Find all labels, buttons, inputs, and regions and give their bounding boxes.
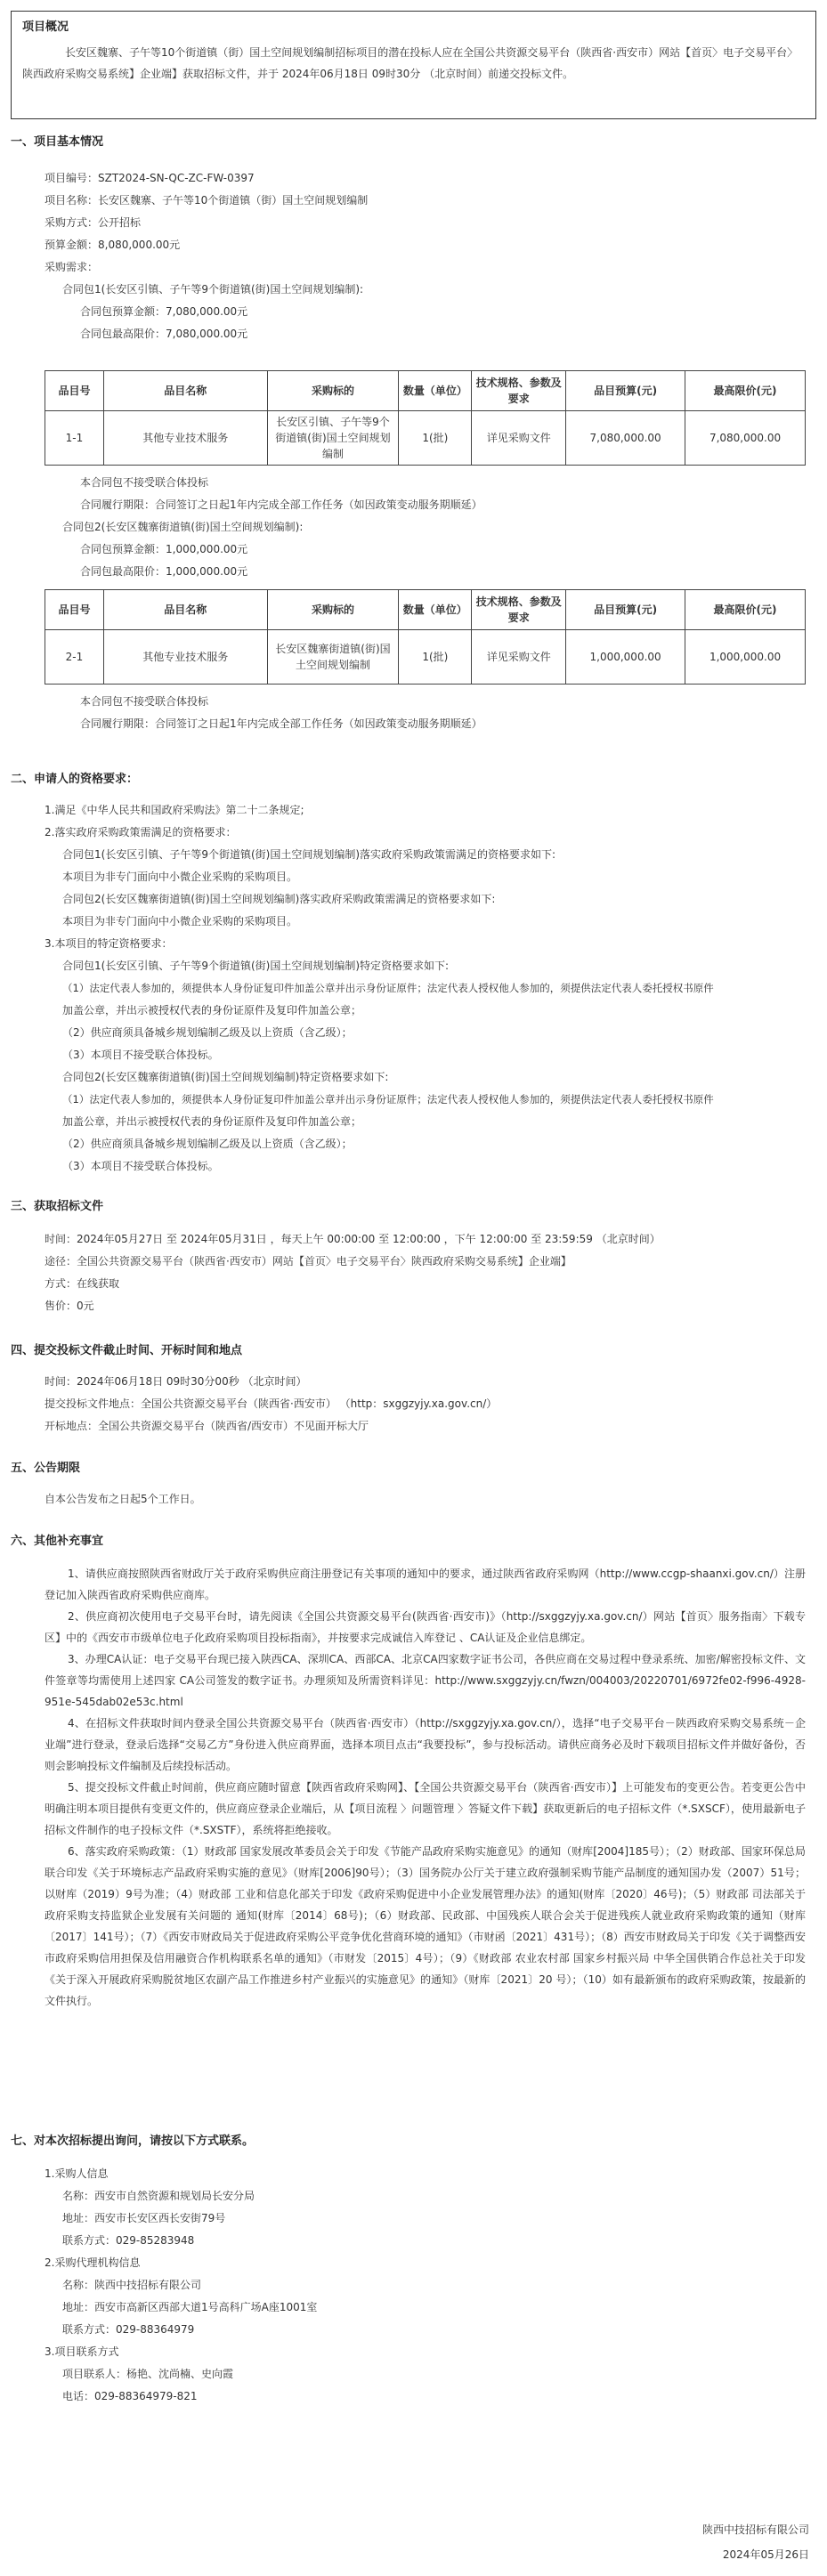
th-item-name: 品目名称: [103, 371, 267, 411]
section-title: 二、申请人的资格要求：: [11, 773, 139, 786]
th-item-no: 品目号: [45, 590, 104, 630]
qual-line: 本项目为非专门面向中小微企业采购的采购项目。: [62, 915, 298, 928]
notice-period-lines: [11, 1488, 816, 1511]
package1-no-union: 本合同包不接受联合体投标: [80, 476, 209, 489]
other-para: 5、提交投标文件截止时间前，供应商应随时留意【陕西省政府采购网】、【全国公共资源交易平台（陕西省·西安市）】上可能发布的变更公告。若变更公告中明确注明本项目提供有变更文件的，供应商应登录企业端后，从【项目流程 〉问题管理 〉答疑文件下载】获取更新后的电子招标文件（*.SXSCF），使用最新电子招标文件制作的电子投标文件（*.SXSTF），系统将拒绝接收。: [45, 1781, 806, 1836]
notice-period-text: 自本公告发布之日起5个工作日。: [45, 1493, 201, 1505]
deadline-lines: [11, 1371, 816, 1438]
th-quantity: 数量（单位）: [399, 371, 472, 411]
qual-line: 3.本项目的特定资格要求：: [45, 937, 173, 950]
get-documents-lines: [11, 1228, 816, 1317]
qual-line: （1）法定代表人参加的，须提供本人身份证复印件加盖公章并出示身份证原件；法定代表人授权他人参加的，须提供法定代表人委托授权书原件: [62, 1093, 714, 1106]
section-title: 六、其他补充事宜: [11, 1535, 104, 1548]
package2-budget: 合同包预算金额：1,000,000.00元: [80, 543, 248, 555]
table-header-row: [45, 590, 806, 630]
th-subject: 采购标的: [267, 371, 399, 411]
signature-block: [702, 2517, 809, 2567]
section-contacts: [11, 2133, 816, 2151]
cell-max-price: 1,000,000.00: [685, 630, 806, 685]
th-item-name: 品目名称: [103, 590, 267, 630]
section-title: 四、提交投标文件截止时间、开标时间和地点: [11, 1344, 243, 1357]
overview-text: 长安区魏寨、子午等10个街道镇（街）国土空间规划编制招标项目的潜在投标人应在全国公共资源交易平台（陕西省·西安市）网站【首页〉电子交易平台〉陕西政府采购交易系统】企业端】获取招标文件，并于 2024年06月18日 09时30分 （北京时间）前递交投标文件。: [22, 45, 799, 80]
other-para: 2、供应商初次使用电子交易平台时，请先阅读《全国公共资源交易平台(陕西省·西安市)》（http://sxggzyjy.xa.gov.cn/）网站【首页〉服务指南〉下载专区】中的《西安市市级单位电子化政府采购项目投标指南》，并按要求完成诚信入库登记 、CA认证及企业信息绑定。: [45, 1610, 806, 1644]
section-basic-info: [11, 134, 816, 151]
cell-spec: 详见采购文件: [472, 411, 566, 466]
cell-max-price: 7,080,000.00: [685, 411, 806, 466]
basic-info-lines: [11, 167, 816, 345]
budget-amount: 预算金额：8,080,000.00元: [45, 239, 181, 251]
section-get-documents: [11, 1198, 816, 1216]
qual-line: （3）本项目不接受联合体投标。: [62, 1160, 219, 1172]
project-contact-person: 项目联系人：杨艳、沈尚楠、史向霞: [62, 2368, 234, 2380]
section-title: 三、获取招标文件: [11, 1200, 104, 1213]
project-number: 项目编号：SZT2024-SN-QC-ZC-FW-0397: [45, 172, 255, 184]
section-other-matters: [11, 1533, 816, 1551]
th-max-price: 最高限价(元): [685, 371, 806, 411]
submit-place: 提交投标文件地点：全国公共资源交易平台（陕西省·西安市） （http：sxggzyjy.xa.gov.cn/）: [45, 1397, 498, 1410]
deadline-time: 时间：2024年06月18日 09时30分00秒 （北京时间）: [45, 1375, 307, 1388]
cell-quantity: 1(批): [399, 630, 472, 685]
section-deadline: [11, 1342, 816, 1360]
agency-title: 2.采购代理机构信息: [45, 2256, 141, 2269]
package2-period: 合同履行期限：合同签订之日起1年内完成全部工作任务（如因政策变动服务期顺延）: [80, 717, 482, 730]
procurement-method: 采购方式：公开招标: [45, 216, 142, 229]
qual-line: 加盖公章，并出示被授权代表的身份证原件及复印件加盖公章；: [62, 1004, 362, 1017]
package2-no-union: 本合同包不接受联合体投标: [80, 695, 209, 708]
other-matters-paragraphs: [45, 1563, 806, 2012]
cell-item-name: 其他专业技术服务: [103, 630, 267, 685]
doc-method: 方式：在线获取: [45, 1277, 120, 1290]
qual-line: 合同包2(长安区魏寨街道镇(街)国土空间规划编制)特定资格要求如下:: [62, 1071, 389, 1083]
qual-line: 合同包1(长安区引镇、子午等9个街道镇(街)国土空间规划编制)落实政府采购政策需满足的资格要求如下:: [62, 848, 556, 861]
table-header-row: [45, 371, 806, 411]
agency-address: 地址：西安市高新区西部大道1号高科广场A座1001室: [62, 2301, 318, 2313]
qual-line: 本项目为非专门面向中小微企业采购的采购项目。: [62, 871, 298, 883]
section-notice-period: [11, 1460, 816, 1478]
other-para: 1、请供应商按照陕西省财政厅关于政府采购供应商注册登记有关事项的通知中的要求，通过陕西省政府采购网（http://www.ccgp-shaanxi.gov.cn/）注册登记加入陕西省政府采购供应商库。: [45, 1567, 806, 1601]
qual-line: （2）供应商须具备城乡规划编制乙级及以上资质（含乙级）；: [62, 1026, 353, 1039]
qual-line: 2.落实政府采购政策需满足的资格要求：: [45, 826, 237, 838]
cell-item-budget: 7,080,000.00: [566, 411, 685, 466]
qual-line: 1.满足《中华人民共和国政府采购法》第二十二条规定;: [45, 804, 304, 816]
section-qualifications: [11, 771, 816, 789]
th-subject: 采购标的: [267, 590, 399, 630]
project-name: 项目名称：长安区魏寨、子午等10个街道镇（街）国土空间规划编制: [45, 194, 369, 207]
cell-quantity: 1(批): [399, 411, 472, 466]
cell-item-budget: 1,000,000.00: [566, 630, 685, 685]
section-title: 一、项目基本情况: [11, 135, 104, 149]
qualification-lines: [11, 799, 816, 1178]
qual-line: （1）法定代表人参加的，须提供本人身份证复印件加盖公章并出示身份证原件；法定代表人授权他人参加的，须提供法定代表人委托授权书原件: [62, 982, 714, 994]
other-para: 3、办理CA认证：电子交易平台现已接入陕西CA、深圳CA、西部CA、北京CA四家数字证书公司，各供应商在交易过程中登录系统、加密/解密投标文件、文件签章等均需使用上述四家 CA公司签发的数字证书。办理须知及所需资料详见：http://www.sxggzyjy.cn/fwzn/004003/20220701/6972fe02-f996-4928-951e-545dab02e53c.html: [45, 1653, 806, 1708]
signature-date: 2024年05月26日: [722, 2548, 809, 2561]
package2-notes: [11, 691, 816, 735]
th-item-budget: 品目预算(元): [566, 590, 685, 630]
th-item-budget: 品目预算(元): [566, 371, 685, 411]
project-contact-title: 3.项目联系方式: [45, 2345, 119, 2358]
cell-item-no: 1-1: [45, 411, 104, 466]
purchaser-name: 名称：西安市自然资源和规划局长安分局: [62, 2190, 255, 2202]
cell-item-name: 其他专业技术服务: [103, 411, 267, 466]
project-contact-phone: 电话：029-88364979-821: [62, 2390, 198, 2402]
th-item-no: 品目号: [45, 371, 104, 411]
overview-title: 项目概况: [22, 20, 69, 34]
package1-title: 合同包1(长安区引镇、子午等9个街道镇(街)国土空间规划编制):: [62, 283, 364, 296]
package1-max-price: 合同包最高限价：7,080,000.00元: [80, 328, 248, 340]
th-quantity: 数量（单位）: [399, 590, 472, 630]
table-row: [45, 630, 806, 685]
package1-notes: [11, 472, 816, 583]
th-spec: 技术规格、参数及要求: [472, 371, 566, 411]
doc-price: 售价：0元: [45, 1300, 94, 1312]
qual-line: （2）供应商须具备城乡规划编制乙级及以上资质（含乙级）；: [62, 1138, 353, 1150]
section-title: 五、公告期限: [11, 1462, 81, 1475]
purchaser-phone: 联系方式：029-85283948: [62, 2234, 195, 2247]
th-max-price: 最高限价(元): [685, 590, 806, 630]
package1-table: [45, 370, 806, 466]
other-para: 6、落实政府采购政策：（1）财政部 国家发展改革委员会关于印发《节能产品政府采购实施意见》的通知（财库[2004]185号）；（2）财政部、国家环保总局联合印发《关于环境标志产品政府采购实施的意见》（财库[2006]90号）；（3）国务院办公厅关于建立政府强制采购节能产品制度的通知国办发（2007）51号；以财库（2019）9号为准；（4）财政部 工业和信息化部关于印发《政府采购促进中小企业发展管理办法》的通知(财库〔2020〕46号)；（5）财政部 司法部关于政府采购支持监狱企业发展有关问题的 通知(财库〔2014〕68号)；（6）财政部、民政部、中国残疾人联合会关于促进残疾人就业政府采购政策的通知（财库〔2017〕141号）；（7）《西安市财政局关于促进政府采购公平竞争优化营商环境的通知》（市财函〔2021〕431号）；（8）西安市财政局关于印发《关于调整西安市政府采购信用担保及信用融资合作机构联系名单的通知》（市财发〔2015〕4号）；（9）《财政部 农业农村部 国家乡村振兴局 中华全国供销合作总社关于印发《关于深入开展政府采购脱贫地区农副产品工作推进乡村产业振兴的实施意见》的通知》（财库〔2021〕20 号）；（10）如有最新颁布的政府采购政策，按最新的文件执行。: [45, 1845, 806, 2007]
purchaser-address: 地址：西安市长安区西长安街79号: [62, 2212, 226, 2224]
package2-title: 合同包2(长安区魏寨街道镇(街)国土空间规划编制):: [62, 521, 304, 533]
doc-time: 时间：2024年05月27日 至 2024年05月31日 ，每天上午 00:00:00 至 12:00:00 ，下午 12:00:00 至 23:59:59 （北京时间）: [45, 1233, 661, 1245]
package2-table: [45, 589, 806, 685]
table-row: [45, 411, 806, 466]
agency-name: 名称：陕西中技招标有限公司: [62, 2279, 202, 2291]
qual-line: 合同包1(长安区引镇、子午等9个街道镇(街)国土空间规划编制)特定资格要求如下:: [62, 960, 450, 972]
other-para: 4、在招标文件获取时间内登录全国公共资源交易平台（陕西省·西安市）（http://sxggzyjy.xa.gov.cn/），选择“电子交易平台－陕西政府采购交易系统－企业端”进行登录，登录后选择“交易乙方”身份进入供应商界面，选择本项目点击“我要投标”，参与投标活动。请供应商务必及时下载项目招标文件并做好备份，否则会影响投标文件编制及后续投标活动。: [45, 1717, 806, 1772]
contact-lines: [11, 2163, 816, 2408]
cell-item-no: 2-1: [45, 630, 104, 685]
cell-spec: 详见采购文件: [472, 630, 566, 685]
project-overview-box: [11, 11, 816, 119]
qual-line: （3）本项目不接受联合体投标。: [62, 1049, 219, 1061]
cell-subject: 长安区引镇、子午等9个街道镇(街)国土空间规划编制: [267, 411, 399, 466]
qual-line: 合同包2(长安区魏寨街道镇(街)国土空间规划编制)落实政府采购政策需满足的资格要求如下:: [62, 893, 496, 905]
doc-channel: 途径：全国公共资源交易平台（陕西省·西安市）网站【首页〉电子交易平台〉陕西政府采购交易系统】企业端】: [45, 1255, 572, 1268]
purchaser-title: 1.采购人信息: [45, 2167, 109, 2180]
cell-subject: 长安区魏寨街道镇(街)国土空间规划编制: [267, 630, 399, 685]
package1-period: 合同履行期限：合同签订之日起1年内完成全部工作任务（如因政策变动服务期顺延）: [80, 498, 482, 511]
package2-max-price: 合同包最高限价：1,000,000.00元: [80, 565, 248, 578]
section-title: 七、对本次招标提出询问，请按以下方式联系。: [11, 2135, 255, 2148]
qual-line: 加盖公章，并出示被授权代表的身份证原件及复印件加盖公章；: [62, 1115, 362, 1128]
signature-org: 陕西中技招标有限公司: [701, 2523, 809, 2536]
agency-phone: 联系方式：029-88364979: [62, 2323, 195, 2336]
package1-budget: 合同包预算金额：7,080,000.00元: [80, 305, 248, 318]
opening-place: 开标地点：全国公共资源交易平台（陕西省/西安市）不见面开标大厅: [45, 1420, 369, 1432]
procurement-needs: 采购需求：: [45, 261, 99, 273]
th-spec: 技术规格、参数及要求: [472, 590, 566, 630]
